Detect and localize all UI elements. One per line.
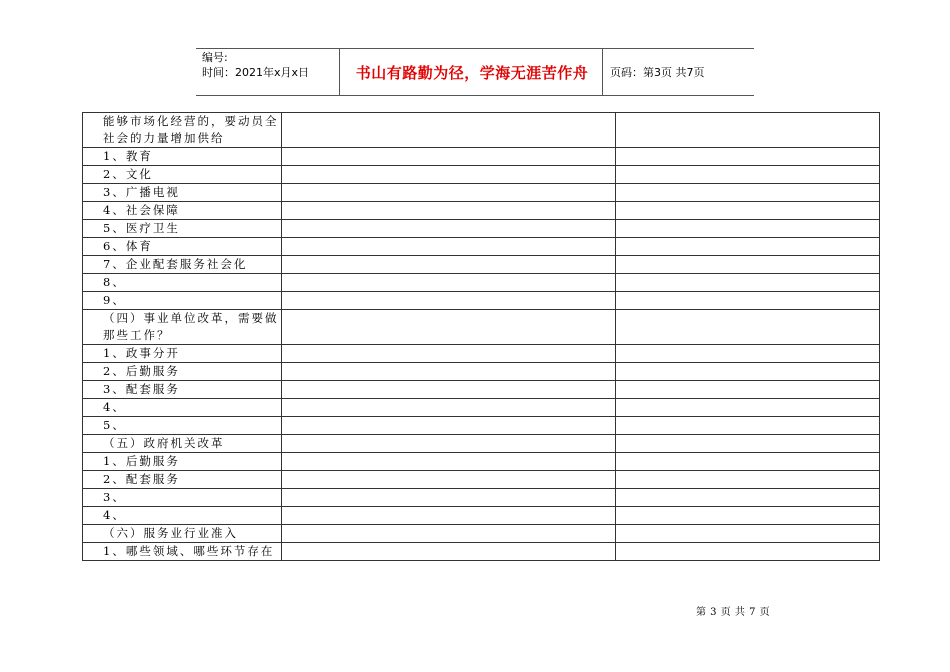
table-row xyxy=(83,435,880,453)
empty-cell xyxy=(616,525,880,543)
empty-cell xyxy=(616,310,880,345)
empty-cell xyxy=(282,345,616,363)
table-row xyxy=(83,345,880,363)
row-label-cell: 5、 xyxy=(83,417,282,435)
empty-cell xyxy=(616,166,880,184)
table-row xyxy=(83,184,880,202)
table-row xyxy=(83,453,880,471)
table-row xyxy=(83,292,880,310)
row-label-cell: 8、 xyxy=(83,274,282,292)
row-label-cell: 7、企业配套服务社会化 xyxy=(83,256,282,274)
empty-cell xyxy=(282,220,616,238)
empty-cell xyxy=(616,274,880,292)
empty-cell xyxy=(616,543,880,561)
empty-cell xyxy=(282,113,616,148)
empty-cell xyxy=(616,471,880,489)
empty-cell xyxy=(282,507,616,525)
empty-cell xyxy=(616,292,880,310)
table-row xyxy=(83,113,880,148)
empty-cell xyxy=(616,345,880,363)
empty-cell xyxy=(282,525,616,543)
row-label-cell: 3、广播电视 xyxy=(83,184,282,202)
empty-cell xyxy=(616,113,880,148)
table-row xyxy=(83,381,880,399)
header-page-label: 页码：第3页 共7页 xyxy=(610,66,705,79)
empty-cell xyxy=(616,363,880,381)
table-row xyxy=(83,310,880,345)
row-label-cell: 2、文化 xyxy=(83,166,282,184)
content-table xyxy=(82,112,880,561)
empty-cell xyxy=(282,184,616,202)
empty-cell xyxy=(616,238,880,256)
row-label-cell: （四）事业单位改革，需要做那些工作？ xyxy=(83,310,282,345)
row-label-cell: 1、后勤服务 xyxy=(83,453,282,471)
empty-cell xyxy=(282,399,616,417)
empty-cell xyxy=(616,184,880,202)
row-label-cell: 6、体育 xyxy=(83,238,282,256)
row-label-cell: 1、教育 xyxy=(83,148,282,166)
table-row xyxy=(83,525,880,543)
empty-cell xyxy=(282,435,616,453)
row-label-cell: 4、社会保障 xyxy=(83,202,282,220)
row-label-cell: 5、医疗卫生 xyxy=(83,220,282,238)
row-label-cell: 1、哪些领域、哪些环节存在 xyxy=(83,543,282,561)
table-row xyxy=(83,148,880,166)
table-row xyxy=(83,417,880,435)
empty-cell xyxy=(616,202,880,220)
row-label-cell: 2、配套服务 xyxy=(83,471,282,489)
empty-cell xyxy=(616,399,880,417)
table-row xyxy=(83,256,880,274)
number-label: 编号: xyxy=(202,51,228,64)
header-motto: 书山有路勤为径，学海无涯苦作舟 xyxy=(355,63,589,82)
empty-cell xyxy=(282,453,616,471)
row-label-cell: （五）政府机关改革 xyxy=(83,435,282,453)
empty-cell xyxy=(282,166,616,184)
header-divider xyxy=(602,48,603,96)
empty-cell xyxy=(616,256,880,274)
row-label-cell: 1、政事分开 xyxy=(83,345,282,363)
empty-cell xyxy=(282,274,616,292)
row-label-cell: 2、后勤服务 xyxy=(83,363,282,381)
empty-cell xyxy=(282,489,616,507)
empty-cell xyxy=(282,292,616,310)
empty-cell xyxy=(616,381,880,399)
page-header xyxy=(196,48,754,96)
page-footer: 第 3 页 共 7 页 xyxy=(696,607,771,618)
empty-cell xyxy=(616,148,880,166)
time-label: 时间：2021年x月x日 xyxy=(202,66,310,79)
empty-cell xyxy=(616,489,880,507)
empty-cell xyxy=(616,220,880,238)
empty-cell xyxy=(282,381,616,399)
table-row xyxy=(83,166,880,184)
empty-cell xyxy=(282,471,616,489)
table-row xyxy=(83,543,880,561)
table-row xyxy=(83,471,880,489)
empty-cell xyxy=(282,543,616,561)
empty-cell xyxy=(616,453,880,471)
empty-cell xyxy=(282,417,616,435)
table-row xyxy=(83,274,880,292)
header-divider xyxy=(339,48,340,96)
row-label-cell: 3、 xyxy=(83,489,282,507)
empty-cell xyxy=(282,238,616,256)
table-row xyxy=(83,507,880,525)
empty-cell xyxy=(282,202,616,220)
empty-cell xyxy=(282,363,616,381)
empty-cell xyxy=(616,435,880,453)
empty-cell xyxy=(282,148,616,166)
table-row xyxy=(83,399,880,417)
table-row xyxy=(83,363,880,381)
row-label-cell: 3、配套服务 xyxy=(83,381,282,399)
row-label-cell: 9、 xyxy=(83,292,282,310)
row-label-cell: 4、 xyxy=(83,399,282,417)
empty-cell xyxy=(616,417,880,435)
row-label-cell: 能够市场化经营的，要动员全社会的力量增加供给 xyxy=(83,113,282,148)
empty-cell xyxy=(616,507,880,525)
empty-cell xyxy=(282,310,616,345)
empty-cell xyxy=(282,256,616,274)
row-label-cell: 4、 xyxy=(83,507,282,525)
header-meta xyxy=(202,50,309,80)
table-row xyxy=(83,220,880,238)
table-row xyxy=(83,238,880,256)
row-label-cell: （六）服务业行业准入 xyxy=(83,525,282,543)
table-row xyxy=(83,489,880,507)
table-row xyxy=(83,202,880,220)
